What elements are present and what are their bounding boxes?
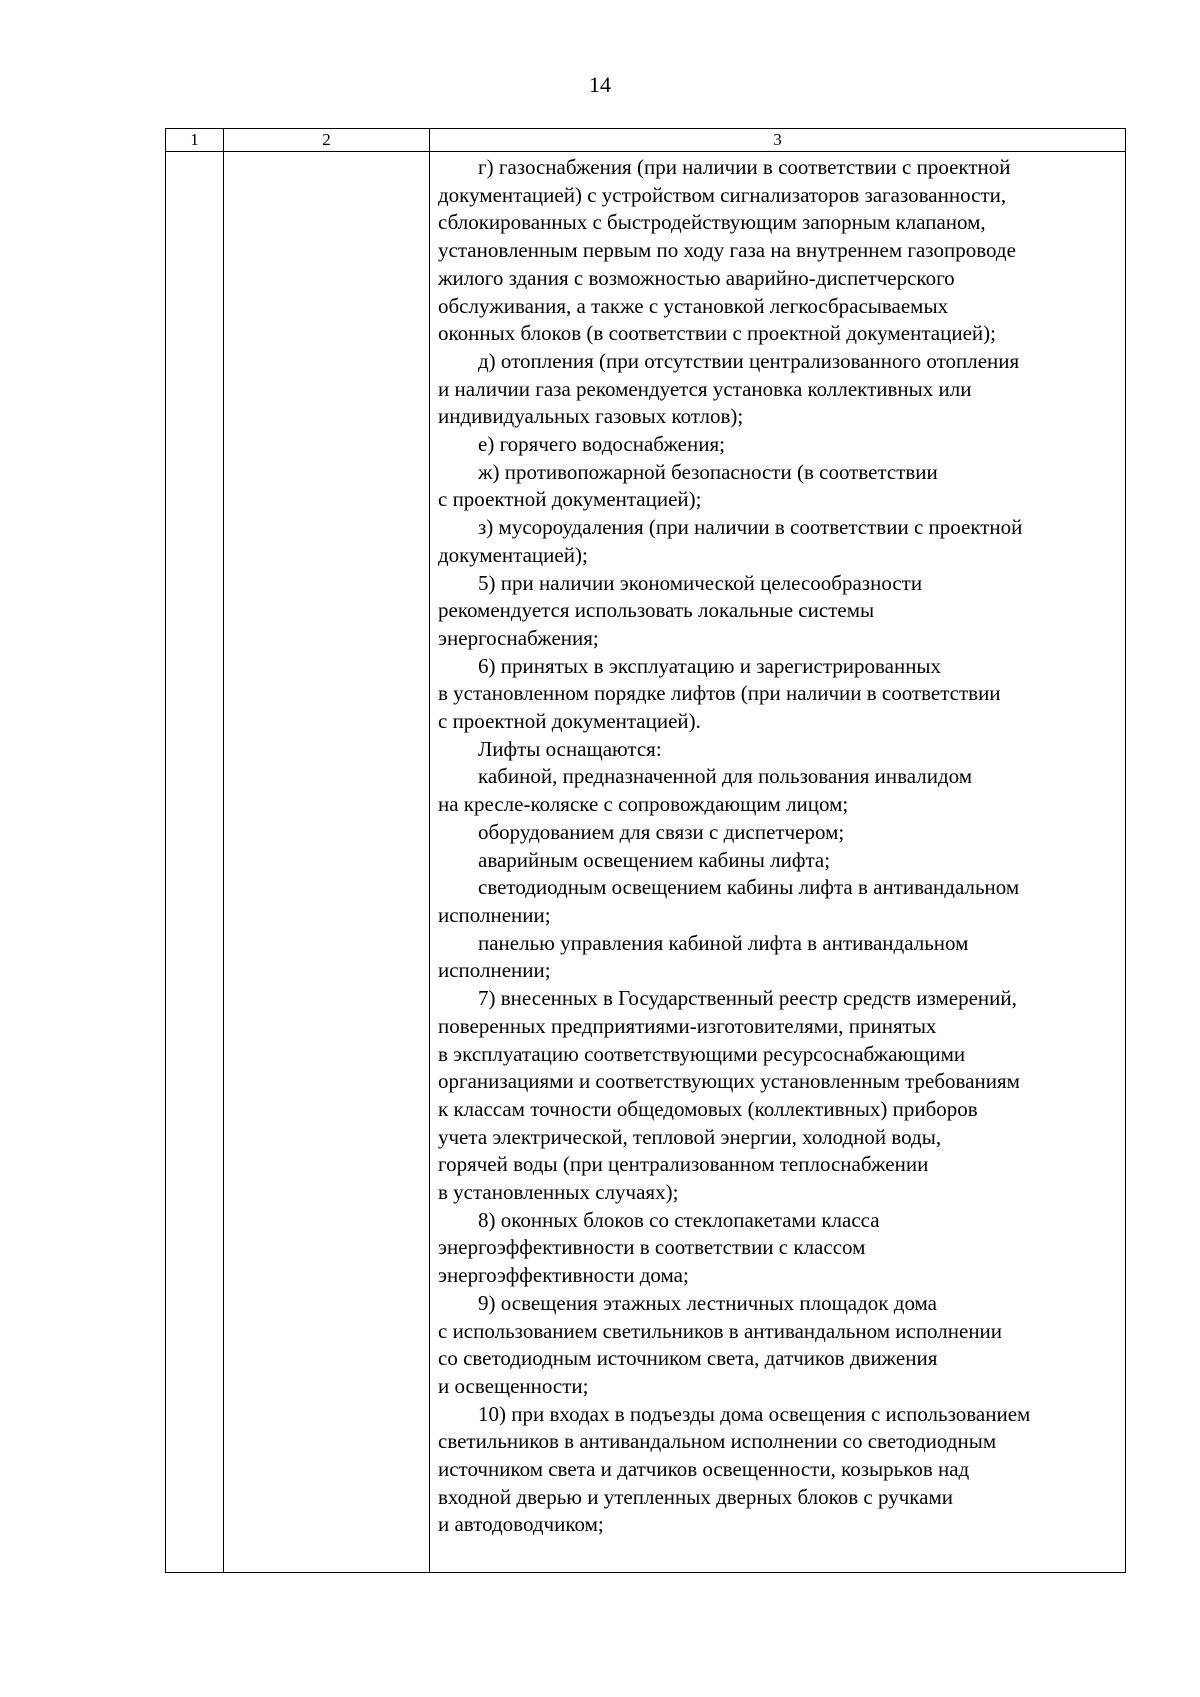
text-line: Лифты оснащаются: xyxy=(478,736,662,761)
text-line: оконных блоков (в соответствии с проектной документацией); xyxy=(438,321,996,346)
document-table xyxy=(165,128,1126,1573)
text-line: д) отопления (при отсутствии централизованного отопления xyxy=(478,348,1020,373)
text-line: ж) противопожарной безопасности (в соответствии xyxy=(478,459,938,484)
text-line: энергоэффективности дома; xyxy=(438,1263,689,1288)
text-line: на кресле-коляске с сопровождающим лицом; xyxy=(438,792,849,817)
text-line: з) мусороудаления (при наличии в соответствии с проектной xyxy=(478,515,1023,540)
column-header-3: 3 xyxy=(430,129,1126,152)
page-number: 14 xyxy=(589,72,611,97)
text-line: исполнении; xyxy=(438,902,551,927)
text-line: и наличии газа рекомендуется установка коллективных или xyxy=(438,376,972,401)
text-line: аварийным освещением кабины лифта; xyxy=(478,847,831,872)
column-header-2: 2 xyxy=(224,129,430,152)
text-line: и освещенности; xyxy=(438,1373,589,1398)
text-line: в установленных случаях); xyxy=(438,1180,679,1205)
text-line: 8) оконных блоков со стеклопакетами класса xyxy=(478,1207,880,1232)
text-line: обслуживания, а также с установкой легкосбрасываемых xyxy=(438,293,949,318)
text-line: в установленном порядке лифтов (при наличии в соответствии xyxy=(438,681,1001,706)
text-line: поверенных предприятиями-изготовителями, принятых xyxy=(438,1013,937,1038)
text-line: энергоэффективности в соответствии с классом xyxy=(438,1235,866,1260)
text-line: рекомендуется использовать локальные системы xyxy=(438,598,875,623)
text-line: светодиодным освещением кабины лифта в антивандальном xyxy=(478,875,1020,900)
text-line: 7) внесенных в Государственный реестр средств измерений, xyxy=(478,986,1017,1011)
table-header-row xyxy=(166,129,1126,152)
text-line: организациями и соответствующих установленным требованиям xyxy=(438,1069,1020,1094)
text-line: документацией); xyxy=(438,542,588,567)
text-line: источником света и датчиков освещенности, козырьков над xyxy=(438,1457,970,1482)
text-line: 10) при входах в подъезды дома освещения с использованием xyxy=(478,1401,1031,1426)
text-line: со светодиодным источником света, датчиков движения xyxy=(438,1346,938,1371)
text-line: индивидуальных газовых котлов); xyxy=(438,404,744,429)
text-line: жилого здания с возможностью аварийно-диспетчерского xyxy=(438,265,955,290)
text-line: кабиной, предназначенной для пользования инвалидом xyxy=(478,764,973,789)
column-header-1: 1 xyxy=(166,129,224,152)
text-line: в эксплуатацию соответствующими ресурсоснабжающими xyxy=(438,1041,966,1066)
text-line: с использованием светильников в антивандальном исполнении xyxy=(438,1318,1003,1343)
requirements-text xyxy=(430,152,1125,1539)
text-line: горячей воды (при централизованном теплоснабжении xyxy=(438,1152,929,1177)
text-line: панелью управления кабиной лифта в антивандальном xyxy=(478,930,969,955)
text-line: документацией) с устройством сигнализаторов загазованности, xyxy=(438,182,1007,207)
text-line: с проектной документацией). xyxy=(438,709,701,734)
text-line: исполнении; xyxy=(438,958,551,983)
column-1-cell xyxy=(166,152,224,1573)
text-line: е) горячего водоснабжения; xyxy=(478,432,725,457)
text-line: 5) при наличии экономической целесообразности xyxy=(478,570,923,595)
text-line: сблокированных с быстродействующим запорным клапаном, xyxy=(438,210,986,235)
text-line: светильников в антивандальном исполнении со светодиодным xyxy=(438,1429,997,1454)
text-line: оборудованием для связи с диспетчером; xyxy=(478,819,845,844)
text-line: входной дверью и утепленных дверных блоков с ручками xyxy=(438,1484,954,1509)
text-line: установленным первым по ходу газа на внутреннем газопроводе xyxy=(438,238,1016,263)
text-line: энергоснабжения; xyxy=(438,625,599,650)
text-line: к классам точности общедомовых (коллективных) приборов xyxy=(438,1096,978,1121)
table-body-row xyxy=(166,152,1126,1573)
text-line: г) газоснабжения (при наличии в соответствии с проектной xyxy=(478,155,1011,179)
text-line: и автодоводчиком; xyxy=(438,1512,604,1537)
text-line: с проектной документацией); xyxy=(438,487,702,512)
column-2-cell xyxy=(224,152,430,1573)
text-line: учета электрической, тепловой энергии, холодной воды, xyxy=(438,1124,942,1149)
column-3-cell xyxy=(430,152,1126,1573)
text-line: 6) принятых в эксплуатацию и зарегистрированных xyxy=(478,653,942,678)
text-line: 9) освещения этажных лестничных площадок дома xyxy=(478,1290,938,1315)
